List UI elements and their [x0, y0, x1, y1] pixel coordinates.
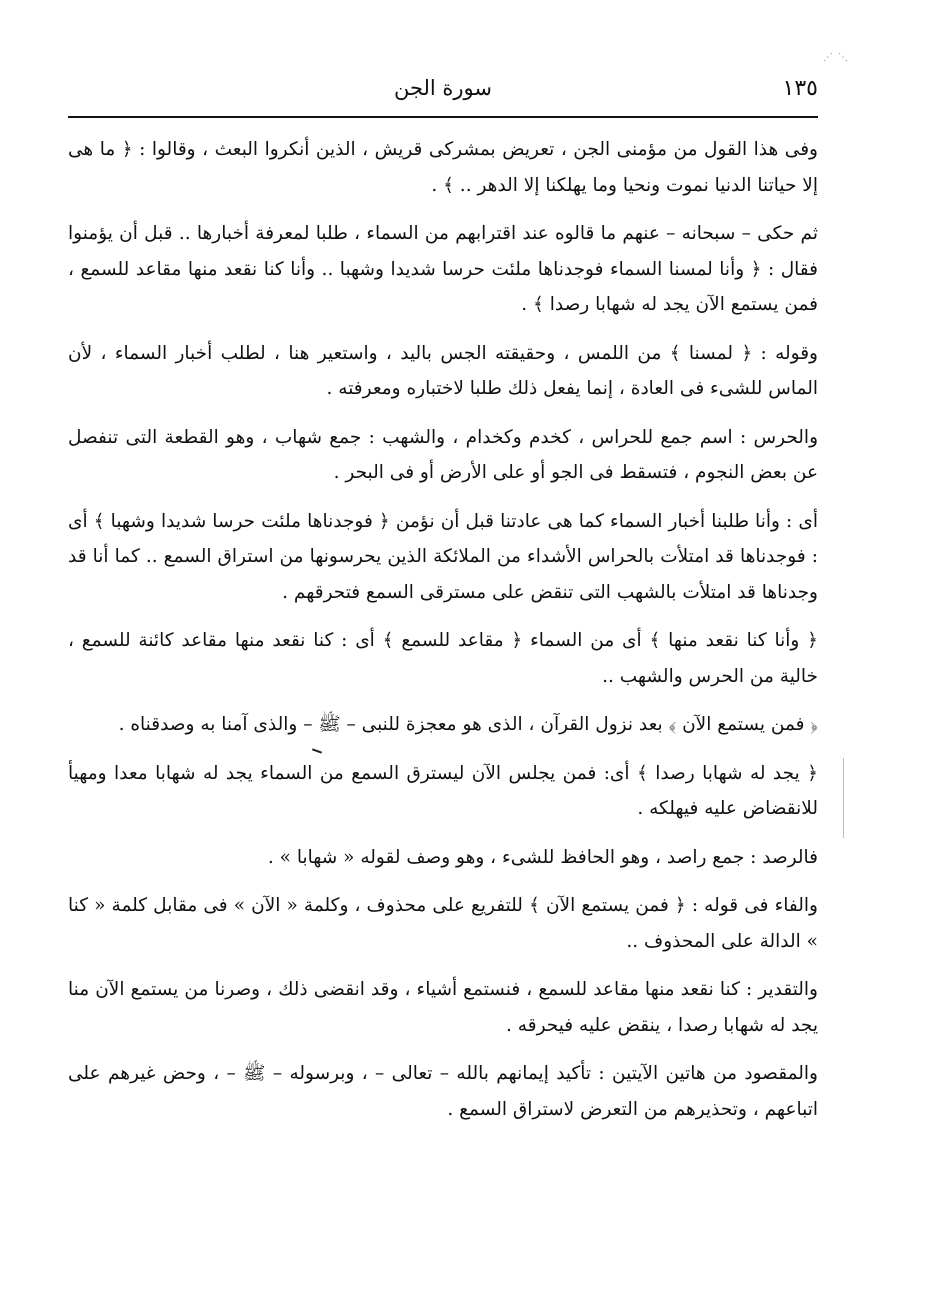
scan-margin-line — [843, 758, 844, 838]
paragraph-9: فالرصد : جمع راصد ، وهو الحافظ للشىء ، وهو وصف لقوله « شهابا » . — [267, 846, 818, 868]
body-text — [68, 132, 818, 1140]
running-title: سورة الجن — [393, 76, 493, 100]
paragraph-3: وقوله : ﴿ لمسنا ﴾ من اللمس ، وحقيقته الجس باليد ، واستعير هنا ، لطلب أخبار السماء ، لأن الماس للشىء فى العادة ، إنما يفعل ذلك طلبا لاختباره ومعرفته . — [68, 342, 818, 399]
paragraph-11: والتقدير : كنا نقعد منها مقاعد للسمع ، فنستمع أشياء ، وقد انقضى ذلك ، وصرنا من يستمع الآن منا يجد له شهابا رصدا ، ينقض عليه فيحرقه . — [68, 979, 818, 1036]
paragraph-10: والفاء فى قوله : ﴿ فمن يستمع الآن ﴾ للتفريع على محذوف ، وكلمة « الآن » فى مقابل كلمة « كنا » الدالة على المحذوف .. — [68, 895, 818, 952]
paragraph-12: والمقصود من هاتين الآيتين : تأكيد إيمانهم بالله – تعالى – ، وبرسوله – ﷺ – ، وحض غيرهم على اتباعهم ، وتحذيرهم من التعرض لاستراق السمع . — [68, 1063, 818, 1120]
paragraph-1: وفى هذا القول من مؤمنى الجن ، تعريض بمشركى قريش ، الذين أنكروا البعث ، وقالوا : ﴿ ما هى إلا حياتنا الدنيا نموت ونحيا وما يهلكنا إلا الدهر .. ﴾ . — [68, 139, 818, 196]
paragraph-4: والحرس : اسم جمع للحراس ، كخدم وكخدام ، والشهب : جمع شهاب ، وهو القطعة التى تنفصل عن بعض النجوم ، فتسقط فى الجو أو على الأرض أو فى البحر . — [68, 426, 818, 483]
paragraph-7: ﴿ فمن يستمع الآن ﴾ بعد نزول القرآن ، الذى هو معجزة للنبى – ﷺ – والذى آمنا به وصدقناه . — [118, 714, 818, 735]
paragraph-5: أى : وأنا طلبنا أخبار السماء كما هى عادتنا قبل أن نؤمن ﴿ فوجدناها ملئت حرسا شديدا وشهبا ﴾ أى : فوجدناها قد امتلأت بالحراس الأشداء من الملائكة الذين يحرسونها من استراق السمع .. كما أنا قد وجدناها قد امتلأت بالشهب التى تنقض على مسترقى السمع فتحرقهم . — [68, 510, 818, 603]
scan-corner-mark: ⋰ ⋱ — [822, 52, 849, 63]
page-header — [68, 74, 818, 114]
paragraph-8: ﴿ يجد له شهابا رصدا ﴾ أى: فمن يجلس الآن ليسترق السمع من السماء يجد له شهابا معدا ومهيأ للانقضاض عليه فيهلكه . — [68, 762, 818, 819]
paragraph-6: ﴿ وأنا كنا نقعد منها ﴾ أى من السماء ﴿ مقاعد للسمع ﴾ أى : كنا نقعد منها مقاعد كائنة للسمع ، خالية من الحرس والشهب .. — [68, 630, 818, 687]
paragraph-2: ثم حكى – سبحانه – عنهم ما قالوه عند اقترابهم من السماء ، طلبا لمعرفة أخبارها .. قبل أن يؤمنوا فقال : ﴿ وأنا لمسنا السماء فوجدناها ملئت حرسا شديدا وشهبا .. وأنا كنا نقعد منها مقاعد للسمع ، فمن يستمع الآن يجد له شهابا رصدا ﴾ . — [68, 223, 818, 315]
page-number: ١٣٥ — [782, 76, 818, 101]
header-rule — [68, 116, 818, 118]
